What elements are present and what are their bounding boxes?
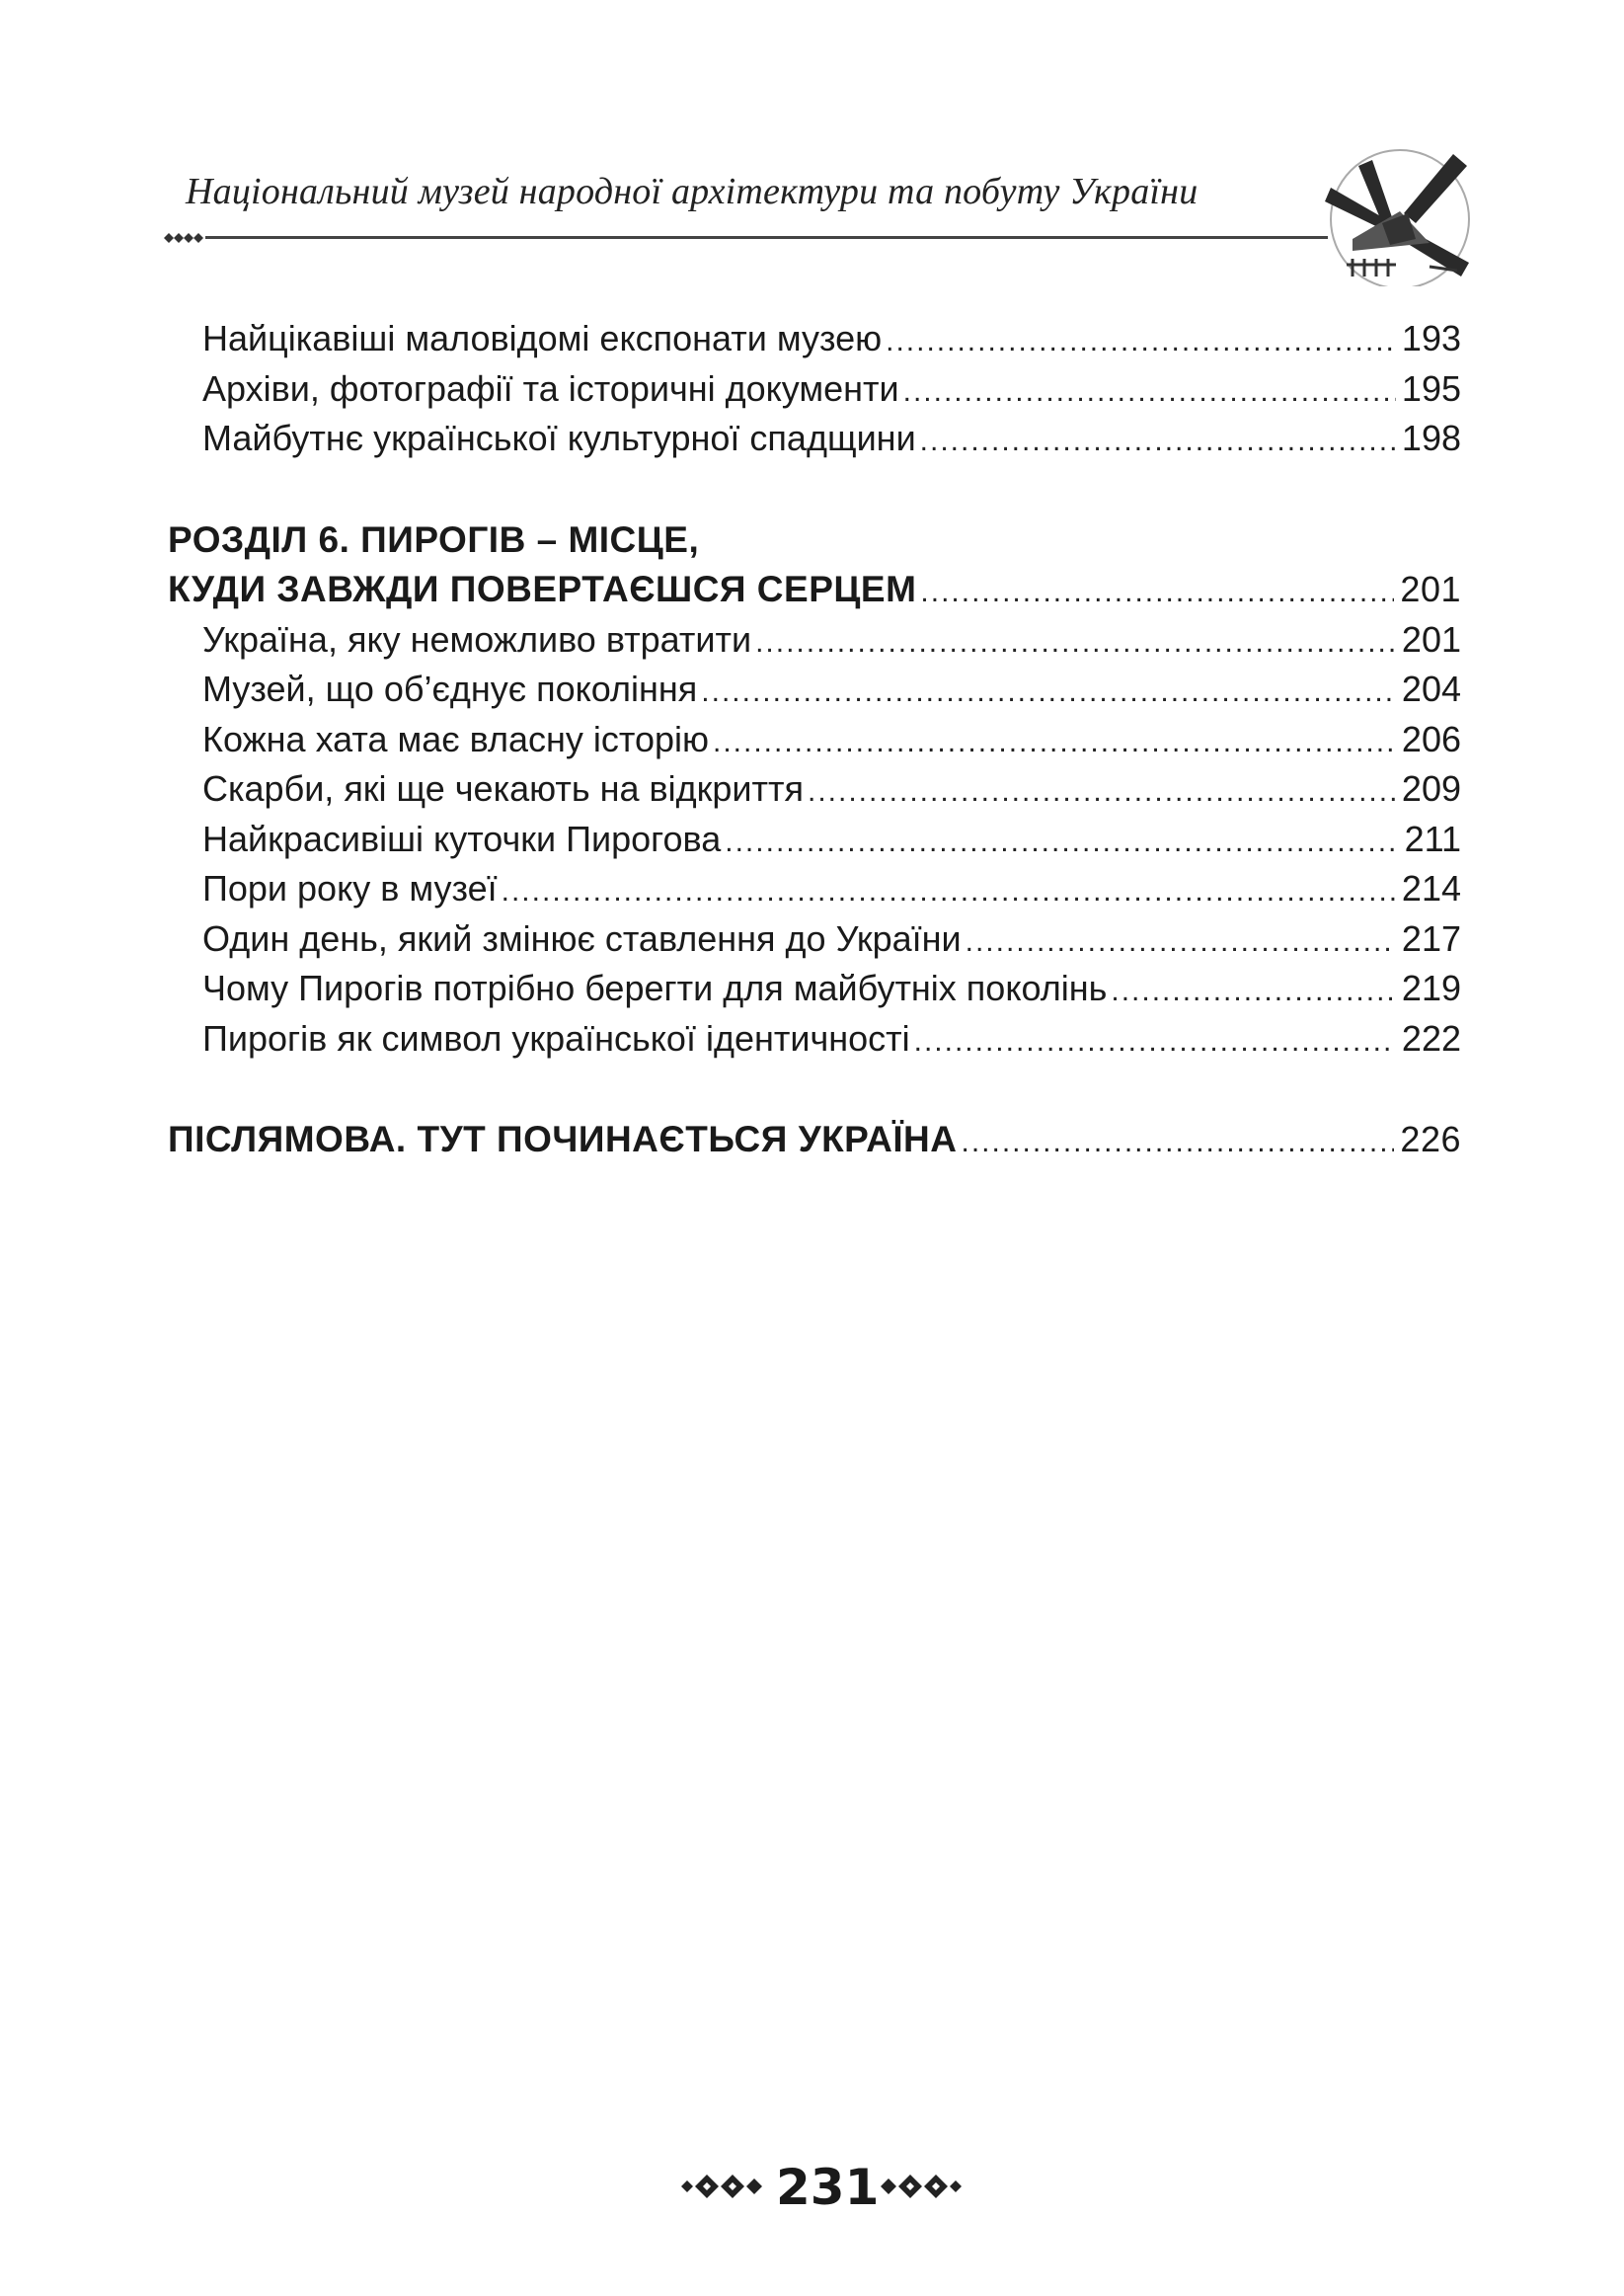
dot-leader [755,618,1396,666]
page-number: 231 [776,2159,880,2216]
toc-entry-title: Один день, який змінює ставлення до України [202,917,962,959]
toc-entry-title: Україна, яку неможливо втратити [202,618,752,660]
toc-entry-page: 201 [1401,618,1461,660]
toc-entry[interactable] [168,1014,1461,1065]
toc-entry[interactable] [168,314,1461,364]
header-title: Національний музей народної архітектури та побуту України [186,171,1199,212]
chapter-heading-line1[interactable]: РОЗДІЛ 6. ПИРОГІВ – МІСЦЕ, [168,518,700,560]
afterword-page: 226 [1400,1119,1461,1159]
toc-entry-title: Скарби, які ще чекають на відкриття [202,768,804,809]
toc-entry[interactable] [168,864,1461,914]
section-spacer [168,464,1461,515]
toc-entry-page: 209 [1401,768,1461,809]
toc-entry[interactable] [168,665,1461,715]
toc-entry[interactable] [168,615,1461,666]
toc-entry-page: 211 [1404,818,1461,859]
toc-entry[interactable] [168,364,1461,415]
toc-entry-title: Найцікавіші маловідомі експонати музею [202,318,883,358]
table-of-contents [168,314,1461,1165]
dot-leader [808,767,1396,815]
toc-entry-page: 214 [1401,868,1461,909]
header-rule [158,225,1328,251]
running-header [158,148,1486,286]
toc-entry-page: 204 [1401,669,1461,709]
section-spacer [168,1064,1461,1115]
toc-entry-title: Пирогів як символ української ідентичності [202,1017,910,1059]
dot-leader [914,1017,1396,1065]
embroidery-ornament-icon [877,2165,966,2208]
toc-entry-page: 195 [1401,367,1461,409]
toc-entry-page: 206 [1401,718,1461,759]
chapter-heading-line2: КУДИ ЗАВЖДИ ПОВЕРТАЄШСЯ СЕРЦЕМ [168,569,917,609]
toc-entry-title: Майбутнє української культурної спадщини [202,418,916,458]
afterword-heading[interactable] [168,1115,1461,1165]
toc-entry-title: Архіви, фотографії та історичні документи [202,367,899,409]
afterword-title: ПІСЛЯМОВА. ТУТ ПОЧИНАЄТЬСЯ УКРАЇНА [168,1119,958,1159]
dot-leader [701,668,1396,715]
diamond-ornament-icon [164,233,203,243]
chapter-page: 201 [1400,569,1461,609]
toc-entry-title: Музей, що об’єднує покоління [202,669,698,709]
toc-entry-title: Кожна хата має власну історію [202,718,709,759]
toc-entry-page: 222 [1401,1017,1461,1059]
dot-leader [961,1118,1394,1165]
toc-entry-page: 217 [1401,917,1461,959]
dot-leader [1111,967,1396,1014]
dot-leader [502,867,1396,914]
dot-leader [966,917,1396,965]
toc-entry-page: 219 [1401,968,1461,1008]
toc-entry[interactable] [168,414,1461,464]
embroidery-ornament-icon [677,2165,766,2208]
dot-leader [725,818,1398,865]
page-footer [671,2151,967,2230]
windmill-logo-icon [1313,148,1486,286]
toc-entry[interactable] [168,715,1461,765]
dot-leader [920,568,1394,615]
toc-entry[interactable] [168,964,1461,1014]
chapter-heading[interactable] [168,565,1461,615]
toc-entry-page: 198 [1401,418,1461,458]
dot-leader [713,718,1396,765]
toc-entry[interactable] [168,815,1461,865]
toc-entry-title: Чому Пирогів потрібно берегти для майбутніх поколінь [202,968,1108,1008]
toc-entry-title: Найкрасивіші куточки Пирогова [202,818,722,859]
toc-entry-page: 193 [1401,318,1461,358]
toc-entry-title: Пори року в музеї [202,868,498,909]
dot-leader [920,417,1396,464]
dot-leader [886,317,1396,364]
toc-entry[interactable] [168,764,1461,815]
toc-entry[interactable] [168,914,1461,965]
dot-leader [903,367,1396,415]
